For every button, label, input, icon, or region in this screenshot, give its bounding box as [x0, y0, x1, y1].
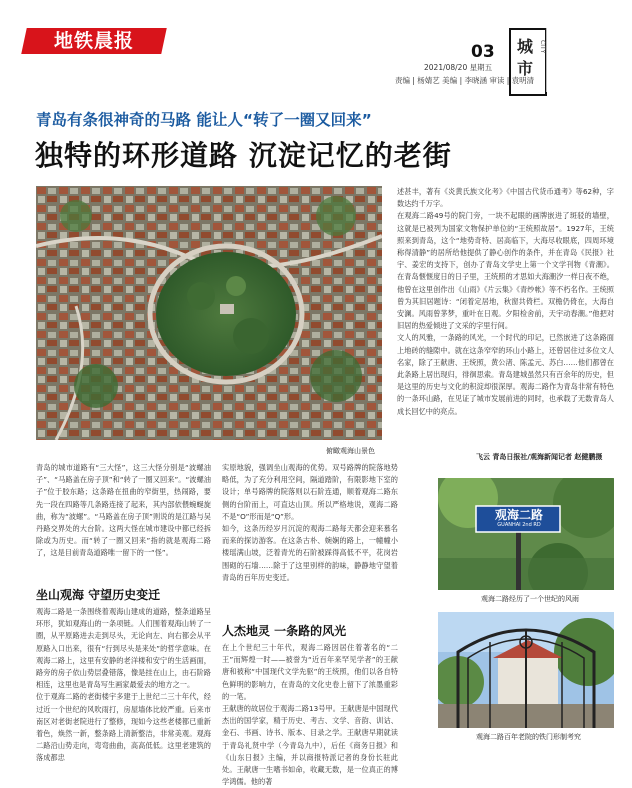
editor-credits: 责编 | 杨婧艺 美编 | 李晓涵 审读 | 袁明清 — [395, 76, 535, 85]
aerial-photo-art — [36, 186, 382, 440]
section-name: 城市 — [517, 37, 534, 78]
section-name-en: CITY — [539, 40, 546, 54]
body-col2-continued: 在上个世纪三十年代，观海二路因居住着著名的“二王”而辉煌一时——被誉为“近百年来罕见学者”的王献唐和被称“中国现代文学先驱”的王统照，他们以各自特色鲜明的影响力，在青岛的文化史卷上留下了浓墨重彩的一笔。 王献唐的故居位于观海二路13号甲。王献唐是中国现代杰出的国学家，精于历史、考古、文学、音韵、训诂、金石、书画、诗书、版本、目录之学。王献唐早期就读于青岛礼贤中学（今青岛九中），后任《商务日报》和《山东日报》主编，并以商报特派记者的身份长驻此处。王献唐一生嗜书如命，收藏无数，是一位真正的博学鸿儒。他的著 — [222, 643, 398, 787]
section-label — [509, 28, 547, 96]
street-sign-name: 观海二路 — [494, 508, 543, 522]
body-col3: 述甚丰，著有《炎黄氏族文化考》《中国古代货币通考》等62种，字数达约千万字。 在观海二路49号的院门旁，一块不起眼的画牌嵌进了斑驳的墙壁，这就是已被列为国家文物保护单位的“王统照故居”。1927年，王统照来到青岛，这个“地势奇特、居高临下，大海尽收眼底，四周环境称得清静”的居所给他提供了静心创作的条件，并在青岛《民报》社宇、姜宏的支持下，创办了青岛文学史上第一个文学刊物《青潮》。在青岛惬惬度日的日子里，王统照的才思如大海潮汐一样日夜不绝，他曾在这里创作出《山雨》《片云集》《青纱帐》等不朽名作。王统照曾为其旧居题诗：“闭着定居地，秋窗共倚栏。双檐仍倚在，大海自安澜。风雨曾茅梦，重叶在日观。夕阳检舍前，天宇动春潮。”他把对旧居的热爱倾进了文采的字里行间。 文人的风雅，一条路的风光，一个时代的印记，已然嵌进了这条路面上地砖的缝隙中。就在这条窄窄的环山小路上，还曾居住过多位文人名家，除了王献唐、王统照，黄公渚、陈孟元、苏白……他们都曾在此条路上居出现归，徘徊思索。青岛建城虽然只有百余年的历史，但是这里的历史与文化的积淀却很深厚。观海二路作为青岛非常有特色的一条环山路，在见证了城市发展前进的同时，也承载了无数青岛人成长回忆中的亮点。 — [397, 187, 614, 416]
iron-gate-art — [438, 612, 614, 728]
issue-date: 2021/08/20 星期五 — [424, 63, 493, 72]
street-sign-photo — [438, 478, 614, 590]
street-sign-pinyin: GUANHAI 2nd RD — [497, 522, 541, 528]
main-headline: 独特的环形道路 沉淀记忆的老街 — [35, 139, 452, 172]
page-number: 03 — [471, 42, 495, 62]
kicker-headline: 青岛有条很神奇的马路 能让人“转了一圈又回来” — [36, 111, 372, 129]
street-sign-art — [438, 478, 614, 590]
body-col2: 实原地貌，强调坐山观海的优势。双号路牌的院落地势略低，为了充分利用空间，隔道踏阶，有限影地下室的设计；单号路牌的院落则以石阶连通，顺着观海二路东侧的台阶而上，可直达山顶。所以严格地说，观海二路不是“O”形而是“Q”形。 如今，这条历经岁月沉淀的观海二路每天都会迎来慕名而来的探访游客。在这条古朴、婉娴的路上，一幢幢小楼瑶满山坡，泛着青光的石阶被踩得高低不平，花岗岩围砌的石墙……除于了这里别样的韵味，静静地守望着青岛的百年历史变迁。 — [222, 463, 398, 582]
byline: 飞云 青岛日报社/观海新闻记者 赵健鹏摄 — [476, 453, 603, 461]
street-sign-caption: 观海二路经历了一个世纪的风雨 — [481, 595, 579, 603]
subhead-1: 坐山观海 守望历史变迁 — [36, 588, 161, 602]
subhead-2: 人杰地灵 一条路的风光 — [222, 624, 347, 638]
aerial-photo — [36, 186, 382, 440]
intro-paragraph: 青岛的城市道路有“三大怪”，这三大怪分别是“波螺油子”、“马路盖在房子顶”和“转了一圈又回来”。“波螺油子”位于胶东路；这条路在扭曲的窄街里，热闹路，要先一段在四路等几条路连接了起来，其内部依偎蜿蜒旋曲，称为“波螺”。“马路盖在房子顶”则说的是江路与吴丹路交界处的大台阶。这两大怪在城市建设中都已经拆除或为历史。而“转了一圈又回来”指的就是观海二路了，这是目前青岛道路唯一留下的一“怪”。 — [36, 463, 211, 558]
iron-gate-caption: 观海二路百年老院的铁门形制考究 — [476, 733, 581, 741]
iron-gate-photo — [438, 612, 614, 728]
section-divider — [546, 28, 547, 92]
aerial-photo-caption: 俯瞰观海山景色 — [326, 447, 375, 455]
newspaper-logo: 地铁晨报 — [21, 28, 167, 54]
body-col1: 观海二路是一条围绕着观海山建成的道路，整条道路呈环形，犹如观海山的一条项链。人们围着观海山转了一圈，从平原路进去走到尽头，无论向左、向右都会从平原路入口出来，很有“行到尽头是来处”的哲学意味。在观海二路上，这里有安静的老洋楼和安宁的生活画面，路旁的房子依山势层叠错落，像是挂在山上，由石阶路相连，这里也是青岛写生画家最爱去的地方之一。 位于观海二路的老街楼宇多建于上世纪二三十年代，经过近一个世纪的风吹雨打，房屋墙体比较严重。后来市南区对老街老院进行了整修，现如今这些老楼都已重新着色，焕然一新，整条路上清新整洁，非常美观。观海二路沿山势走向，弯弯曲曲，高高低低。这里老建筑的落成都忠 — [36, 607, 211, 763]
